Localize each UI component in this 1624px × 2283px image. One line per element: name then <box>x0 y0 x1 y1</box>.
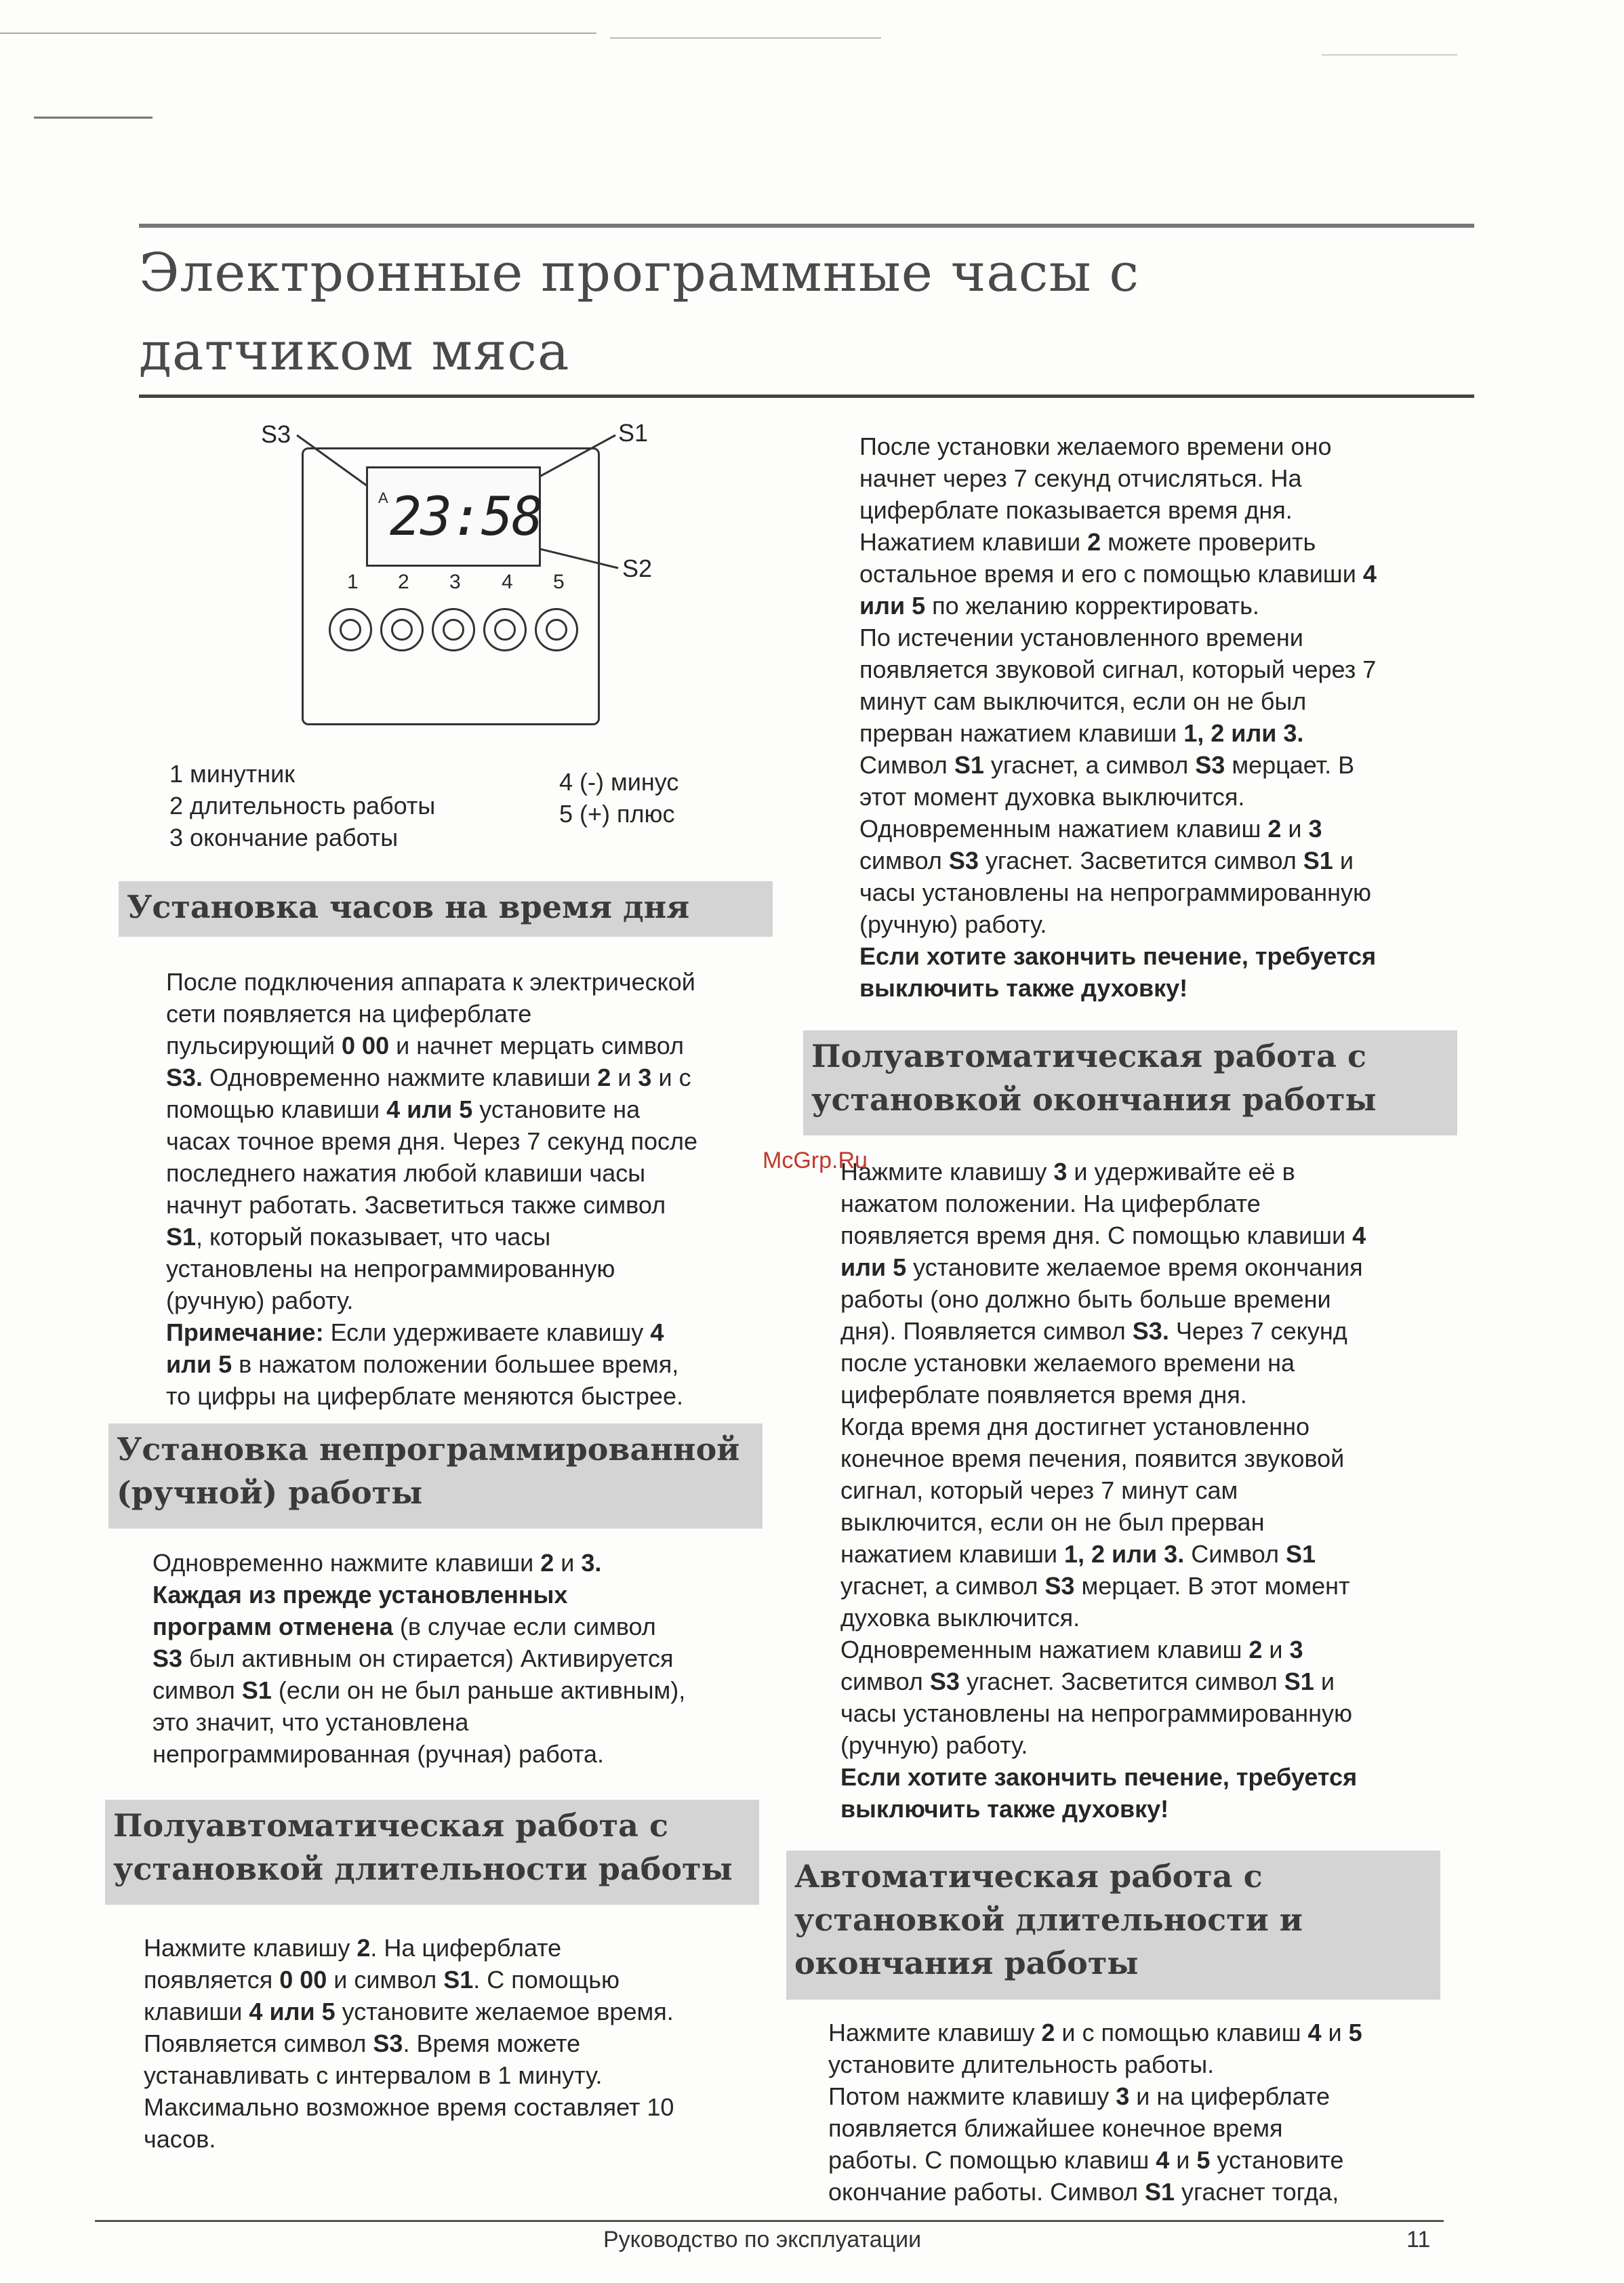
label-s2: S2 <box>622 554 653 582</box>
section-text: Нажмите клавишу 2. На циферблате появляется 0 00 и символ S1. С помощью клавиши 4 или 5 установите желаемое время. Появляется символ S3. Время можете устанавливать с интервалом в 1 минуту. Максимально возможное время составляет 10 часов. <box>144 1934 674 2153</box>
legend-left <box>169 758 435 853</box>
section-text: Одновременно нажмите клавиши 2 и 3. Каждая из прежде установленных программ отменена (в случае если символ S3 был активным он стирается) Активируется символ S1 (если он не был раньше активным), это значит, что установлена непрограммированная (ручная) работа. <box>153 1549 686 1768</box>
section-heading-line: Полуавтоматическая работа с <box>113 1807 668 1844</box>
section-heading <box>119 881 773 937</box>
display-a-indicator: A <box>378 489 388 506</box>
button-label-1: 1 <box>347 571 359 593</box>
legend-item-1: минутник <box>190 760 296 788</box>
button-label-2: 2 <box>398 571 409 593</box>
legend-item-2: длительность работы <box>190 792 436 820</box>
clock-button-1[interactable] <box>329 608 372 651</box>
section-heading <box>105 1800 759 1905</box>
legend-item-3: окончание работы <box>190 824 399 851</box>
page-title-line1: Электронные программные часы с <box>139 243 1140 304</box>
section-heading-line: Установка непрограммированной <box>117 1431 740 1468</box>
legend-item-4: (-) минус <box>580 768 679 796</box>
section-heading <box>803 1030 1457 1135</box>
section-heading-line: установкой длительности и <box>794 1901 1303 1938</box>
section-heading-line: установкой окончания работы <box>811 1081 1377 1118</box>
section-heading-line: Автоматическая работа с <box>794 1858 1263 1895</box>
section-text: После подключения аппарата к электрической сети появляется на циферблате пульсирующий 0 00 и начнет мерцать символ S3. Одновременно нажмите клавиши 2 и 3 и с помощью клавиши 4 или 5 установите на часах точное время дня. Через 7 секунд после последнего нажатия любой клавиши часы начнут работать. Засветиться также символ S1, который показывает, что часы установлены на непрограммированную (ручную) работу. Примечание: Если удерживаете клавишу 4 или 5 в нажатом положении большее время, то цифры на циферблате меняются быстрее. <box>166 968 698 1410</box>
display-digits: 23:58 <box>390 487 542 548</box>
clock-button-2[interactable] <box>380 608 424 651</box>
section-heading <box>786 1851 1440 2000</box>
section-heading <box>108 1423 763 1529</box>
section-text: Нажмите клавишу 3 и удерживайте её в нажатом положении. На циферблате появляется время дня. С помощью клавиши 4 или 5 установите желаемое время окончания работы (оно должно быть больше времени дня). Появляется символ S3. Через 7 секунд после установки желаемого времени на циферблате появляется время дня. Когда время дня достигнет установленно конечное время печения, появится звуковой сигнал, который через 7 минут сам выключится, если он не был прерван нажатием клавиши 1, 2 или 3. Символ S1 угаснет, а символ S3 мерцает. В этот момент духовка выключится. Одновременным нажатием клавиш 2 и 3 символ S3 угаснет. Засветится символ S1 и часы установлены на непрограммированную (ручную) работу. Если хотите закончить печение, требуется выключить также духовку! <box>840 1158 1366 1823</box>
legend-num-1: 1 <box>169 760 184 788</box>
legend-num-4: 4 <box>559 768 573 796</box>
legend-item-5: (+) плюс <box>580 800 675 828</box>
section-heading-line: Полуавтоматическая работа с <box>811 1038 1366 1074</box>
button-label-5: 5 <box>553 571 565 593</box>
button-label-4: 4 <box>502 571 513 593</box>
button-label-3: 3 <box>449 571 461 593</box>
page-title-line2: датчиком мяса <box>139 321 570 382</box>
watermark: McGrp.Ru <box>763 1148 868 1173</box>
label-s1: S1 <box>618 419 649 447</box>
section-text: Нажмите клавишу 2 и с помощью клавиш 4 и 5 установите длительность работы. Потом нажмите клавишу 3 и на циферблате появляется ближайшее конечное время работы. С помощью клавиш 4 и 5 установите окончание работы. Символ S1 угаснет тогда, <box>828 2019 1362 2206</box>
clock-button-4[interactable] <box>483 608 527 651</box>
section-heading-line: Установка часов на время дня <box>127 889 690 925</box>
legend-num-2: 2 <box>169 792 184 820</box>
footer-rule <box>95 2220 1444 2222</box>
scan-line <box>1322 54 1457 56</box>
clock-button-5[interactable] <box>535 608 578 651</box>
footer-text: Руководство по эксплуатации <box>603 2227 922 2252</box>
section-heading-line: установкой длительности работы <box>113 1851 733 1887</box>
legend-num-5: 5 <box>559 800 573 828</box>
legend-num-3: 3 <box>169 824 184 851</box>
section-text: После установки желаемого времени оно начнет через 7 секунд отчисляться. На циферблате показывается время дня. Нажатием клавиши 2 можете проверить остальное время и его с помощью клавиши 4 или 5 по желанию корректировать. По истечении установленного времени появляется звуковой сигнал, который через 7 минут сам выключится, если он не был прерван нажатием клавиши 1, 2 или 3. Символ S1 угаснет, а символ S3 мерцает. В этот момент духовка выключится. Одновременным нажатием клавиш 2 и 3 символ S3 угаснет. Засветится символ S1 и часы установлены на непрограммированную (ручную) работу. Если хотите закончить печение, требуется выключить также духовку! <box>859 432 1377 1002</box>
clock-button-3[interactable] <box>432 608 475 651</box>
section-heading-line: окончания работы <box>794 1945 1139 1981</box>
legend-right <box>559 766 678 830</box>
section-heading-line: (ручной) работы <box>117 1474 423 1511</box>
page-number: 11 <box>1406 2227 1431 2252</box>
label-s3: S3 <box>261 420 291 448</box>
